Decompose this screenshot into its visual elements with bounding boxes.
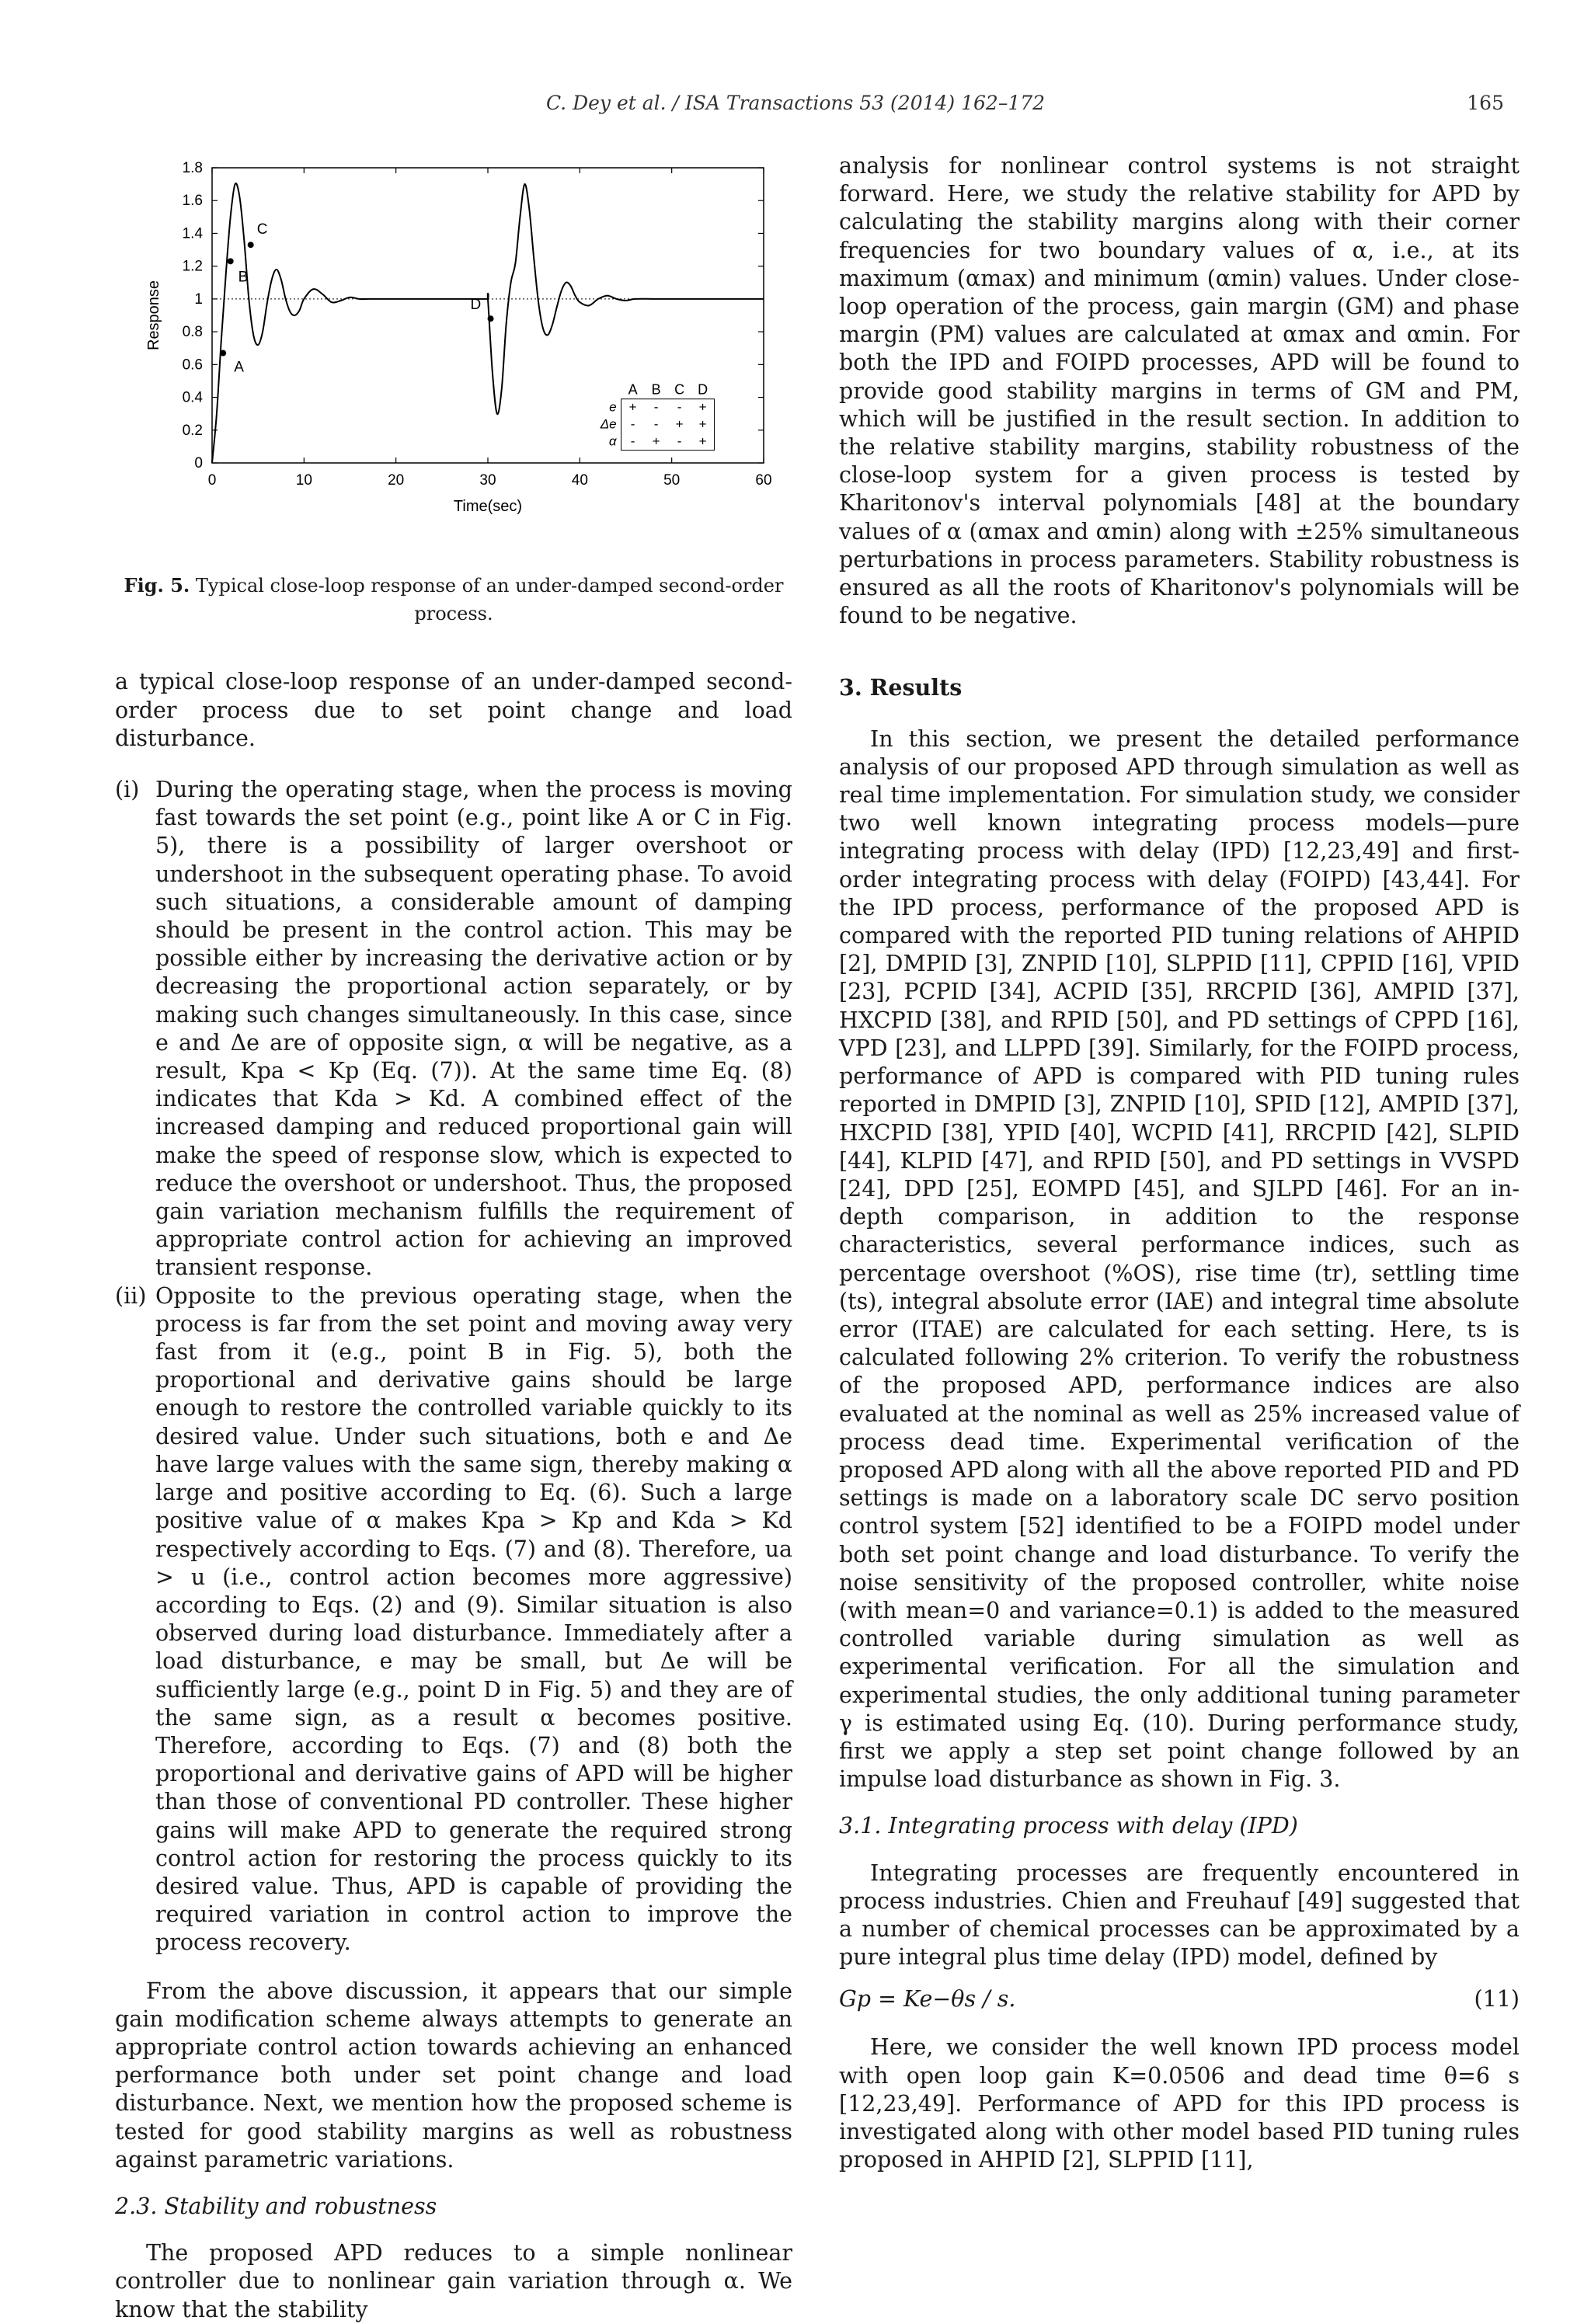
sign-table-header: C	[674, 381, 685, 398]
y-tick-label: 0	[194, 455, 203, 471]
equation-11	[839, 1971, 1520, 2034]
stability-paragraph: The proposed APD reduces to a simple nonlinear controller due to nonlinear gain variation through α. We know that the stability	[115, 2240, 792, 2322]
item-number: (i)	[115, 777, 140, 803]
x-tick-label: 30	[479, 472, 496, 489]
ipd-paragraph: Integrating processes are frequently encountered in process industries. Chien and Freuhauf [49] suggested that a number of chemical processes can be approximated by a pure integral plus time delay (IPD) model, defined by	[839, 1860, 1520, 1971]
sign-table-cell: +	[698, 433, 707, 449]
stability-analysis-paragraph: analysis for nonlinear control systems is not straight forward. Here, we study the relative stability for APD by calculating the stability margins along with their corner frequencies for two boundary values of α, i.e., at its maximum (αmax) and minimum (αmin) values. Under close-loop operation of the process, gain margin (GM) and phase margin (PM) values are calculated at αmax and αmin. For both the IPD and FOIPD processes, APD will be found to provide good stability margins in terms of GM and PM, which will be justified in the result section. In addition to the relative stability margins, stability robustness of the close-loop system for a given process is tested by Kharitonov's interval polynomials [48] at the boundary values of α (αmax and αmin) along with ±25% simultaneous perturbations in process parameters. Stability robustness is ensured as all the roots of Kharitonov's polynomials will be found to be negative.	[839, 153, 1520, 629]
item-text: During the operating stage, when the process is moving fast towards the set point (e.g., point like A or C in Fig. 5), there is a possibility of larger overshoot or undershoot in the subsequent operating phase. To avoid such situations, a considerable amount of damping should be present in the control action. This may be possible either by increasing the derivative action or by decreasing the proportional action separately, or by making such changes simultaneously. In this case, since e and Δe are of opposite sign, α will be negative, as a result, Kpa < Kp (Eq. (7)). At the same time Eq. (8) indicates that Kda > Kd. A combined effect of the increased damping and reduced proportional gain will make the speed of response slow, which is expected to reduce the overshoot or undershoot. Thus, the proposed gain variation mechanism fulfills the requirement of appropriate control action for achieving an improved transient response.	[155, 777, 792, 1281]
sign-table-cell: +	[698, 399, 707, 415]
section-title-results: 3. Results	[839, 674, 963, 701]
y-axis-label: Response	[145, 280, 162, 351]
y-tick-label: 0.6	[182, 357, 203, 374]
right-column	[839, 152, 1520, 2174]
page-number: 165	[1467, 92, 1504, 114]
y-tick-label: 1.2	[182, 258, 203, 275]
point-label-c: C	[256, 221, 268, 238]
running-title: C. Dey et al. / ISA Transactions 53 (2014) 162–172	[545, 92, 1046, 114]
y-tick-label: 1.6	[182, 193, 203, 210]
intro-paragraph: a typical close-loop response of an under-damped second-order process due to set point change and load disturbance.	[115, 669, 792, 751]
sign-table-cell: -	[677, 433, 682, 449]
y-tick-label: 1.4	[182, 225, 203, 242]
sign-table-cell: +	[652, 433, 660, 449]
figure-caption	[115, 572, 792, 628]
sign-table-cell: +	[675, 416, 684, 432]
sign-table-cell: -	[677, 399, 682, 415]
y-tick-label: 0.2	[182, 422, 203, 439]
x-tick-label: 10	[295, 472, 312, 489]
left-column	[115, 143, 792, 2324]
point-b	[228, 258, 234, 264]
caption-text: Typical close-loop response of an under-damped second-order process.	[195, 575, 784, 625]
sign-table-row-label: α	[608, 433, 617, 449]
item-text: Opposite to the previous operating stage, when the process is far from the set point and moving away very fast from it (e.g., point B in Fig. 5), both the proportional and derivative gains should be large enough to restore the controlled variable quickly to its desired value. Under such situations, both e and Δe have large values with the same sign, thereby making α large and positive according to Eq. (6). Such a large positive value of α makes Kpa > Kp and Kda > Kd respectively according to Eqs. (7) and (8). Therefore, ua > u (i.e., control action becomes more aggressive) according to Eqs. (2) and (9). Similar situation is also observed during load disturbance. Immediately after a load disturbance, e may be small, but Δe will be sufficiently large (e.g., point D in Fig. 5) and they are of the same sign, as a result α becomes positive. Therefore, according to Eqs. (7) and (8) both the proportional and derivative gains of APD will be higher than those of conventional PD controller. These higher gains will make APD to generate the required strong control action for restoring the process quickly to its desired value. Thus, APD is capable of providing the required variation in control action to improve the process recovery.	[155, 1282, 792, 1956]
list-item	[115, 1282, 792, 1957]
point-d	[488, 315, 494, 322]
list-item	[115, 776, 792, 1282]
sign-table-cell: +	[628, 399, 637, 415]
discussion-paragraph: From the above discussion, it appears that our simple gain modification scheme always attempts to generate an appropriate control action towards achieving an enhanced performance both under set point change and load disturbance. Next, we mention how the proposed scheme is tested for good stability margins as well as robustness against parametric variations.	[115, 1978, 792, 2173]
x-tick-label: 60	[755, 472, 772, 489]
y-tick-label: 1	[194, 290, 203, 308]
sign-table-cell: -	[630, 416, 635, 432]
point-c	[248, 242, 254, 248]
equation-number: (11)	[1474, 1986, 1520, 2013]
x-tick-label: 50	[663, 472, 681, 489]
sign-table-row-label: Δe	[600, 416, 617, 432]
operating-stage-list	[115, 776, 792, 1957]
x-tick-label: 20	[388, 472, 405, 489]
point-label-b: B	[238, 269, 249, 286]
point-a	[220, 350, 226, 357]
results-paragraph: In this section, we present the detailed performance analysis of our proposed APD through simulation as well as real time implementation. For simulation study, we consider two well known integrating process models—pure integrating process with delay (IPD) [12,23,49] and first-order integrating process with delay (FOIPD) [43,44]. For the IPD process, performance of the proposed APD is compared with the reported PID tuning relations of AHPID [2], DMPID [3], ZNPID [10], SLPPID [11], CPPID [16], VPID [23], PCPID [34], ACPID [35], RRCPID [36], AMPID [37], HXCPID [38], and RPID [50], and PD settings of CPPD [16], VPD [23], and LLPPD [39]. Similarly, for the FOIPD process, performance of APD is compared with PID tuning rules reported in DMPID [3], ZNPID [10], SPID [12], AMPID [37], HXCPID [38], YPID [40], WCPID [41], RRCPID [42], SLPID [44], KLPID [47], and RPID [50], and PD settings in VVSPD [24], DPD [25], EOMPD [45], and SJLPD [46]. For an in-depth comparison, in addition to the response characteristics, several performance indices, such as percentage overshoot (%OS), rise time (tr), settling time (ts), integral absolute error (IAE) and integral time absolute error (ITAE) are calculated for each setting. Here, ts is calculated following 2% criterion. To verify the robustness of the proposed APD, performance indices are also evaluated at the nominal as well as 25% increased value of process dead time. Experimental verification of the proposed APD along with all the above reported PID and PD settings is made on a laboratory scale DC servo position control system [52] identified to be a FOIPD model under both set point change and load disturbance. To verify the noise sensitivity of the proposed controller, white noise (with mean=0 and variance=0.1) is added to the measured controlled variable during simulation as well as experimental verification. For all the simulation and experimental studies, the only additional tuning parameter γ is estimated using Eq. (10). During performance study, first we apply a step set point change followed by an impulse load disturbance as shown in Fig. 3.	[839, 725, 1520, 1793]
page-header	[0, 92, 1591, 123]
sign-table-header: B	[651, 381, 661, 398]
y-tick-label: 0.8	[182, 324, 203, 341]
sign-table-cell: -	[630, 433, 635, 449]
sign-table-cell: -	[653, 416, 659, 432]
caption-label: Fig. 5.	[124, 574, 190, 597]
response-chart	[131, 143, 775, 531]
x-axis-label: Time(sec)	[453, 498, 523, 515]
point-label-a: A	[234, 359, 244, 376]
sign-table-cell: +	[698, 416, 707, 432]
sign-table-header: D	[698, 381, 708, 398]
subsection-title-stability: 2.3. Stability and robustness	[115, 2193, 437, 2219]
item-number: (ii)	[115, 1282, 147, 1309]
figure-5	[115, 143, 792, 562]
y-tick-label: 1.8	[182, 160, 203, 176]
subsection-title-ipd: 3.1. Integrating process with delay (IPD)	[839, 1813, 1298, 1839]
sign-table-row-label: e	[609, 399, 617, 415]
sign-table-header: A	[628, 381, 638, 398]
y-tick-label: 0.4	[182, 389, 203, 406]
model-paragraph: Here, we consider the well known IPD process model with open loop gain K=0.0506 and dead time θ=6 s [12,23,49]. Performance of APD for this IPD process is investigated along with other model based PID tuning rules proposed in AHPID [2], SLPPID [11],	[839, 2034, 1520, 2173]
x-tick-label: 40	[571, 472, 588, 489]
equation-body: Gp = Ke−θs / s.	[839, 1986, 1016, 2013]
sign-table-cell: -	[653, 399, 659, 415]
x-tick-label: 0	[207, 472, 217, 489]
point-label-d: D	[470, 297, 482, 314]
